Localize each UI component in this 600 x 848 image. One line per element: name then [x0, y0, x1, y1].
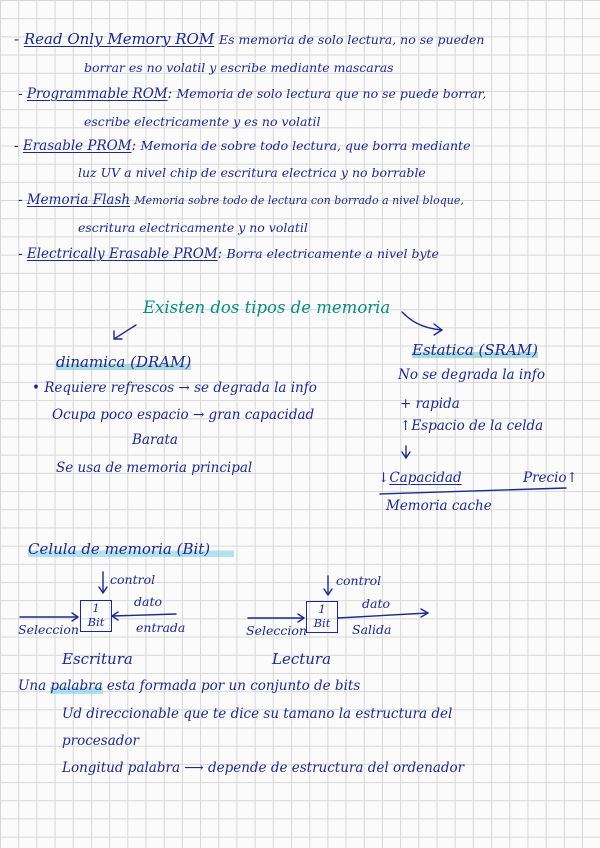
rom-desc-2: borrar es no volatil y escribe mediante mascaras: [84, 60, 394, 75]
down-arrow-icon: ↓: [378, 470, 390, 486]
eeprom-sep: :: [217, 246, 223, 262]
cache-underline: [380, 488, 566, 494]
eprom-sep: :: [131, 138, 137, 154]
dram-line-refresh: • Requiere refrescos → se degrada la info: [32, 380, 317, 396]
write-data-line: [112, 614, 176, 616]
dram-line-main: Se usa de memoria principal: [56, 460, 253, 476]
prom-desc-1: Memoria de solo lectura que no se puede borrar,: [176, 86, 487, 101]
flash-dash: -: [18, 192, 23, 208]
write-dato-label: dato: [134, 594, 163, 609]
word-line-3: procesador: [62, 733, 139, 749]
eprom-term: Erasable PROM: [22, 138, 132, 154]
flash-term: Memoria Flash: [26, 192, 131, 208]
write-seleccion-label: Seleccion: [18, 622, 79, 637]
write-bit-number: 1: [92, 601, 100, 615]
types-heading: Existen dos tipos de memoria: [143, 298, 391, 317]
read-bit-label: Bit: [313, 616, 331, 630]
up-arrow-icon: ↑: [566, 470, 578, 486]
write-control-label: control: [110, 572, 156, 587]
read-control-label: control: [336, 573, 382, 588]
prom-dash: -: [18, 86, 23, 102]
flash-desc-2: escritura electricamente y no volatil: [78, 220, 308, 235]
write-caption: Escritura: [62, 650, 133, 668]
sram-line-price: Precio↑: [523, 470, 578, 486]
eeprom-dash: -: [18, 246, 23, 262]
eprom-desc-2: luz UV a nivel chip de escritura electrica y no borrable: [78, 165, 426, 180]
read-bit-number: 1: [318, 602, 326, 616]
dram-title: dinamica (DRAM): [56, 353, 192, 371]
word-term: palabra: [50, 678, 103, 694]
flash-desc-1: Memoria sobre todo de lectura con borrado a nivel bloque,: [134, 194, 464, 207]
word-line-2: Ud direccionable que te dice su tamano la estructura del: [62, 706, 453, 722]
read-seleccion-label: Seleccion: [246, 623, 307, 638]
prom-desc-2: escribe electricamente y es no volatil: [84, 114, 321, 129]
sram-line-cache: Memoria cache: [386, 498, 492, 514]
dram-line-cheap: Barata: [132, 432, 178, 448]
sram-line-faster: + rapida: [400, 396, 460, 412]
word-rest: esta formada por un conjunto de bits: [106, 678, 361, 694]
read-data-arrow: [338, 613, 428, 618]
write-entrada-label: entrada: [136, 620, 186, 635]
word-length-label: Longitud palabra: [62, 760, 180, 776]
cell-heading: Celula de memoria (Bit): [28, 542, 234, 557]
rom-dash: -: [14, 30, 20, 48]
rom-term: Read Only Memory ROM: [23, 30, 215, 48]
up-arrow-icon: ↑: [400, 418, 412, 434]
prom-sep: :: [167, 86, 173, 102]
arrow-to-sram: [402, 312, 442, 330]
word-length-desc: depende de estructura del ordenador: [207, 760, 465, 776]
sram-title: Estatica (SRAM): [412, 341, 539, 359]
eeprom-desc-1: Borra electricamente a nivel byte: [226, 246, 439, 261]
word-prefix: Una: [18, 678, 47, 694]
long-arrow-icon: ⟶: [184, 760, 204, 776]
read-caption: Lectura: [272, 650, 332, 668]
eprom-dash: -: [14, 138, 19, 154]
dram-line-space: Ocupa poco espacio → gran capacidad: [52, 407, 315, 423]
sram-line-cell-space: ↑Espacio de la celda: [400, 418, 544, 434]
eprom-desc-1: Memoria de sobre todo lectura, que borra mediante: [140, 138, 471, 153]
read-dato-label: dato: [362, 596, 391, 611]
sram-line-nodegrade: No se degrada la info: [398, 367, 545, 383]
read-salida-label: Salida: [352, 622, 392, 637]
write-bit-label: Bit: [87, 615, 105, 629]
prom-term: Programmable ROM: [26, 86, 168, 102]
sram-line-capacity: ↓Capacidad: [378, 470, 462, 486]
eeprom-term: Electrically Erasable PROM: [26, 246, 218, 262]
rom-desc-1: Es memoria de solo lectura, no se pueden: [218, 32, 485, 47]
arrow-to-dram: [114, 325, 136, 339]
